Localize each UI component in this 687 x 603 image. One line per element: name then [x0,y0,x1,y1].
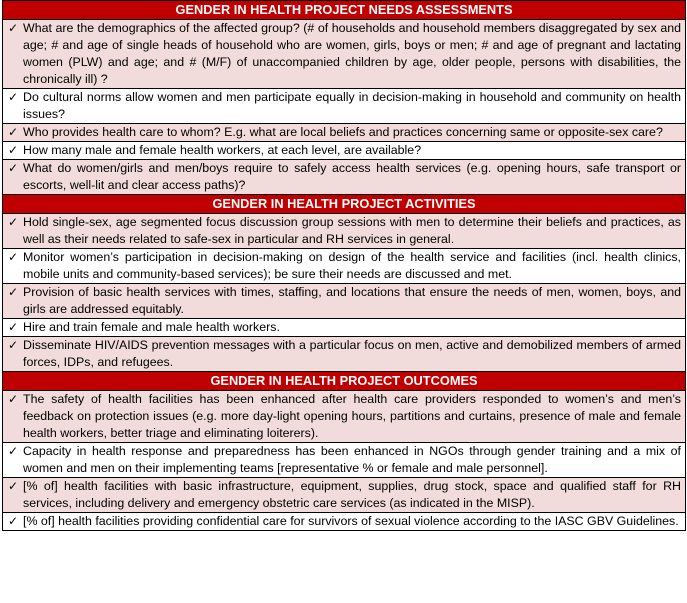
checklist-row [2,89,686,124]
checklist-row [2,214,686,249]
checkmark-icon: ✓ [7,338,19,352]
checklist-item-text: Monitor women’s participation in decision-making on design of the health service and facilities (incl. health clinics, mobile units and community-based services); be sure their needs are discussed and met. [23,250,681,281]
checkmark-icon: ✓ [7,444,19,458]
checkmark-icon: ✓ [7,125,19,139]
checklist-item-text: Who provides health care to whom? E.g. what are local beliefs and practices concerning same or opposite-sex care? [23,125,663,139]
section-header-needs-assessments: GENDER IN HEALTH PROJECT NEEDS ASSESSMENTS [2,1,686,20]
checklist-item-text: Disseminate HIV/AIDS prevention messages with a particular focus on men, active and demobilized members of armed forces, IDPs, and refugees. [23,338,681,369]
checkmark-icon: ✓ [7,392,19,406]
checklist-item-text: Hire and train female and male health workers. [23,320,280,334]
section-header-activities: GENDER IN HEALTH PROJECT ACTIVITIES [2,195,686,214]
checklist-row [2,443,686,478]
checklist-item-text: What do women/girls and men/boys require to safely access health services (e.g. opening hours, safe transport or escorts, well-lit and clear access paths)? [23,161,681,192]
checklist-item-text: Capacity in health response and preparedness has been enhanced in NGOs through gender training and a mix of women and men on their implementing teams [representative % or female and male personnel]. [23,444,681,475]
checklist-row [2,249,686,284]
checklist-item-text: What are the demographics of the affected group? (# of households and household members disaggregated by sex and age; # and age of single heads of household who are women, girls, boys or men; # and age of pregnant and lactating women (PLW) and age; and # (M/F) of unaccompanied children by age, older people, persons with disabilities, the chronically ill) ? [23,21,681,86]
section-header-outcomes: GENDER IN HEALTH PROJECT OUTCOMES [2,372,686,391]
checklist-item-text: The safety of health facilities has been enhanced after health care providers responded to women’s and men’s feedback on protection issues (e.g. more day-light opening hours, partitions and curtains, presence of male and female health workers, better triage and eliminating loiterers). [23,392,681,440]
checklist-item-text: Hold single-sex, age segmented focus discussion group sessions with men to determine their beliefs and practices, as well as their needs related to safe-sex in particular and RH services in general. [23,215,681,246]
checkmark-icon: ✓ [7,250,19,264]
checkmark-icon: ✓ [7,143,19,157]
checkmark-icon: ✓ [7,215,19,229]
checklist-row [2,20,686,89]
checklist-row [2,124,686,142]
checklist-item-text: How many male and female health workers, at each level, are available? [23,143,422,157]
checklist-row [2,160,686,195]
checklist-row [2,513,686,531]
checklist-row [2,142,686,160]
checklist-row [2,478,686,513]
checkmark-icon: ✓ [7,21,19,35]
checklist-item-text: Provision of basic health services with times, staffing, and locations that ensure the needs of men, women, boys, and girls are addressed equitably. [23,285,681,316]
checklist-row [2,284,686,319]
checkmark-icon: ✓ [7,320,19,334]
checkmark-icon: ✓ [7,479,19,493]
checkmark-icon: ✓ [7,161,19,175]
checklist-row [2,319,686,337]
checklist-row [2,337,686,372]
checklist-item-text: Do cultural norms allow women and men participate equally in decision-making in household and community on health issues? [23,90,681,121]
checklist-table [2,0,686,531]
checkmark-icon: ✓ [7,514,19,528]
checklist-item-text: [% of] health facilities providing confidential care for survivors of sexual violence according to the IASC GBV Guidelines. [23,514,679,528]
checklist-row [2,391,686,443]
checkmark-icon: ✓ [7,90,19,104]
checklist-item-text: [% of] health facilities with basic infrastructure, equipment, supplies, drug stock, space and qualified staff for RH services, including delivery and emergency obstetric care services (as indicated in the MISP). [23,479,681,510]
checkmark-icon: ✓ [7,285,19,299]
